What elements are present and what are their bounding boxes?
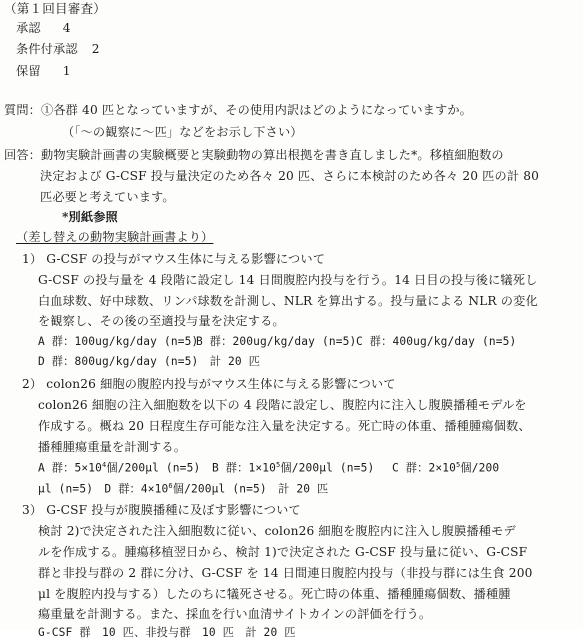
section-1-body-1: G-CSF の投与量を 4 段階に設定し 14 日間腹腔内投与を行う。14 日目の投与後に犠死し (38, 273, 538, 287)
review-result-conditional (16, 42, 100, 56)
result-label: 保留 (16, 64, 41, 78)
section-2-group-a (38, 461, 200, 476)
section-2-body-2: 作成する。概ね 20 日程度生存可能な注入量を決定する。死亡時の体重、播種腫瘍個数、 (38, 419, 531, 433)
section-3-body-1: 検討 2)で決定された注入細胞数に従い、colon26 細胞を腹腔内に注入し腹膜播種モデ (38, 524, 516, 538)
section-3-groups-total: G-CSF 群 10 匹、非投与群 10 匹 計 20 匹 (38, 626, 296, 639)
group-d-prefix: μl (n=5) D 群：4×10 (38, 482, 169, 496)
section-1-group-a: A 群：100ug/kg/day (n=5) (38, 335, 199, 348)
answer-line-2: 決定および G-CSF 投与量決定のため各々 20 匹、さらに本検討のため各々 20 匹の計 80 (40, 169, 540, 183)
group-b-suffix: 個/200μl (n=5) (280, 461, 375, 475)
group-a-suffix: 個/200μl (n=5) (106, 461, 201, 475)
group-b-exponent: 5 (276, 461, 281, 469)
section-1-group-c: C 群：400ug/kg/day (n=5) (356, 335, 517, 348)
answer-line-3: 匹必要と考えています。 (40, 190, 175, 204)
result-label: 承認 (16, 21, 41, 35)
result-count: 1 (62, 64, 71, 78)
group-c-exponent: 5 (456, 461, 461, 469)
section-3-body-3: 群と非投与群の 2 群に分け、G-CSF を 14 日間連日腹腔内投与（非投与群には生食 200 (38, 566, 533, 580)
section-2-body-3: 播種腫瘍重量を計測する。 (38, 440, 187, 454)
answer-note: *別紙参照 (62, 210, 118, 224)
group-a-prefix: A 群：5×10 (38, 461, 102, 475)
replacement-heading: （差し替えの動物実験計画書より） (16, 230, 214, 244)
result-count: 2 (91, 42, 100, 56)
question-line-1: 質問：①各群 40 匹となっていますが、その使用内訳はどのようになっていますか。 (4, 103, 473, 117)
section-1-body-3: を観察し、その後の至適投与量を決定する。 (38, 314, 285, 328)
answer-line-1: 回答：動物実験計画書の実験概要と実験動物の算出根拠を書き直しました*。移植細胞数の (4, 148, 504, 162)
section-2-group-b (212, 461, 374, 476)
section-3-body-5: 瘍重量を計測する。また、採血を行い血清サイトカインの評価を行う。 (38, 607, 432, 621)
section-1-body-2: 白血球数、好中球数、リンパ球数を計測し、NLR を算出する。投与量による NLR の変化 (38, 294, 538, 308)
group-d-suffix: 個/200μl (n=5) 計 20 匹 (172, 482, 329, 496)
group-d-exponent: 6 (168, 482, 173, 490)
question-line-2: （「～の観察に～匹」などをお示し下さい） (62, 125, 303, 139)
review-result-approved (16, 21, 71, 35)
section-2-body-1: colon26 細胞の注入細胞数を以下の 4 段階に設定し、腹腔内に注入し腹膜播種モデルを (38, 398, 527, 412)
result-count: 4 (62, 21, 71, 35)
group-b-prefix: B 群：1×10 (212, 461, 276, 475)
group-a-exponent: 4 (102, 461, 107, 469)
section-2-group-d-total (38, 482, 328, 497)
result-label: 条件付承認 (16, 42, 78, 56)
review-round-header: （第１回目審査） (4, 1, 106, 16)
section-3-title: 3） G-CSF 投与が腹膜播種に及ぼす影響について (22, 503, 301, 517)
section-2-group-c (392, 461, 499, 476)
section-1-group-d-total: D 群：800ug/kg/day (n=5) 計 20 匹 (38, 355, 260, 368)
section-3-body-2: ルを作成する。腫瘍移植翌日から、検討 1)で決定された G-CSF 投与量に従い、G-CSF (38, 545, 528, 559)
section-1-title: 1） G-CSF の投与がマウス生体に与える影響について (22, 252, 326, 266)
section-1-group-b: B 群：200ug/kg/day (n=5) (196, 335, 357, 348)
section-3-body-4: μl を腹腔内投与する）したのちに犠死させる。死亡時の体重、播種腫瘍個数、播種腫 (38, 587, 511, 601)
section-2-title: 2） colon26 細胞の腹腔内投与がマウス生体に与える影響について (22, 377, 396, 391)
group-c-prefix: C 群：2×10 (392, 461, 456, 475)
review-result-pending (16, 64, 71, 78)
group-c-suffix: 個/200 (460, 461, 500, 475)
